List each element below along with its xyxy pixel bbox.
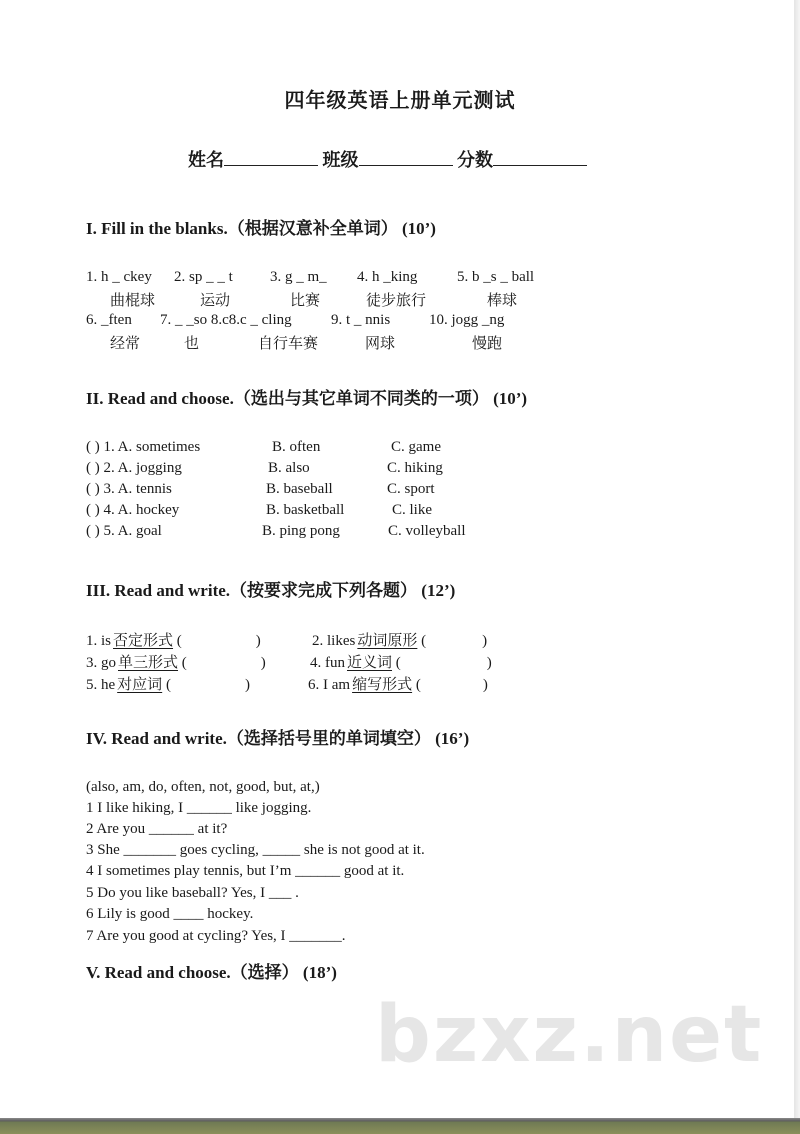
s3-word: 5. he	[86, 677, 116, 693]
s2-q3: ( ) 3. A. tennis	[86, 481, 172, 497]
s2-q5-c: C. volleyball	[388, 523, 466, 539]
s3-hint: 缩写形式	[352, 677, 413, 693]
s1-meaning-8: 自行车赛	[258, 336, 319, 352]
class-label: 班级	[322, 150, 359, 170]
s1-meaning-7: 也	[184, 336, 200, 352]
s4-line-3: 3 She _______ goes cycling, _____ she is not good at it.	[86, 842, 425, 858]
s3-hint: 对应词	[117, 677, 163, 693]
s4-line-5: 5 Do you like baseball? Yes, I ___ .	[86, 885, 299, 901]
s2-q3-c: C. sport	[387, 481, 435, 497]
s3-item-6: 6. I am 缩写形式 ( )	[308, 677, 488, 693]
s1-word-3: 3. g _ m_	[270, 269, 327, 285]
section-2-heading: II. Read and choose.（选出与其它单词不同类的一项） (10’)	[86, 389, 528, 408]
s3-hint: 动词原形	[357, 633, 418, 649]
s4-line-4: 4 I sometimes play tennis, but I’m ______ good at it.	[86, 863, 405, 879]
s1-meaning-10: 慢跑	[472, 336, 503, 352]
s1-meaning-4: 徒步旅行	[366, 293, 427, 309]
s3-item-5: 5. he 对应词 ( )	[86, 677, 250, 693]
s3-hint: 否定形式	[113, 633, 174, 649]
s2-q2: ( ) 2. A. jogging	[86, 460, 182, 476]
s2-q5-b: B. ping pong	[262, 523, 340, 539]
s1-word-10: 10. jogg _ng	[429, 312, 505, 328]
score-blank	[493, 147, 587, 166]
s2-q2-b: B. also	[268, 460, 310, 476]
section-4-heading: IV. Read and write.（选择括号里的单词填空） (16’)	[86, 729, 470, 748]
s2-q2-c: C. hiking	[387, 460, 443, 476]
watermark: bzxz.net	[375, 990, 764, 1080]
score-label: 分数	[457, 150, 493, 170]
s2-q4-c: C. like	[392, 502, 432, 518]
class-blank	[359, 147, 453, 166]
s2-q3-b: B. baseball	[266, 481, 333, 497]
section-1-heading: I. Fill in the blanks.（根据汉意补全单词） (10’)	[86, 219, 436, 238]
s3-word: 4. fun	[310, 655, 345, 671]
s2-q1-c: C. game	[391, 439, 441, 455]
s1-meaning-3: 比赛	[290, 293, 321, 309]
s3-item-1: 1. is 否定形式 ( )	[86, 633, 261, 649]
s1-word-7-8: 7. _ _so 8.c8.c _ cling	[160, 312, 292, 328]
s1-meaning-6: 经常	[110, 336, 141, 352]
s2-q4: ( ) 4. A. hockey	[86, 502, 180, 518]
section-5-heading: V. Read and choose.（选择） (18’)	[86, 963, 337, 982]
s1-word-1: 1. h _ ckey	[86, 269, 152, 285]
s1-word-5: 5. b _s _ ball	[457, 269, 535, 285]
s3-item-2: 2. likes 动词原形 ( )	[312, 633, 488, 649]
s2-q4-b: B. basketball	[266, 502, 345, 518]
s4-line-2: 2 Are you ______ at it?	[86, 821, 228, 837]
s4-word-bank: (also, am, do, often, not, good, but, at,)	[86, 779, 320, 795]
s1-meaning-2: 运动	[200, 293, 231, 309]
s1-word-9: 9. t _ nnis	[331, 312, 391, 328]
s3-item-4: 4. fun 近义词 ( )	[310, 655, 492, 671]
s4-line-1: 1 I like hiking, I ______ like jogging.	[86, 800, 312, 816]
s3-hint: 近义词	[347, 655, 393, 671]
s4-line-7: 7 Are you good at cycling? Yes, I _______.	[86, 928, 346, 944]
s3-word: 2. likes	[312, 633, 356, 649]
s3-word: 1. is	[86, 633, 112, 649]
s1-meaning-9: 网球	[365, 336, 396, 352]
s1-meaning-5: 棒球	[487, 293, 518, 309]
name-label: 姓名	[188, 150, 224, 170]
s4-line-6: 6 Lily is good ____ hockey.	[86, 906, 254, 922]
s2-q5: ( ) 5. A. goal	[86, 523, 162, 539]
name-blank	[224, 147, 318, 166]
s1-word-2: 2. sp _ _ t	[174, 269, 233, 285]
student-info	[188, 146, 587, 172]
s1-word-4: 4. h _king	[357, 269, 418, 285]
s3-item-3: 3. go 单三形式 ( )	[86, 655, 266, 671]
s1-word-6: 6. _ften	[86, 312, 132, 328]
s3-hint: 单三形式	[118, 655, 179, 671]
section-3-heading: III. Read and write.（按要求完成下列各题） (12’)	[86, 581, 456, 600]
s3-word: 6. I am	[308, 677, 351, 693]
bottom-edge-bar	[0, 1118, 800, 1134]
s2-q1: ( ) 1. A. sometimes	[86, 439, 201, 455]
s3-word: 3. go	[86, 655, 116, 671]
page-edge	[794, 0, 800, 1134]
s1-meaning-1: 曲棍球	[110, 293, 156, 309]
page-title: 四年级英语上册单元测试	[284, 90, 516, 112]
s2-q1-b: B. often	[272, 439, 321, 455]
